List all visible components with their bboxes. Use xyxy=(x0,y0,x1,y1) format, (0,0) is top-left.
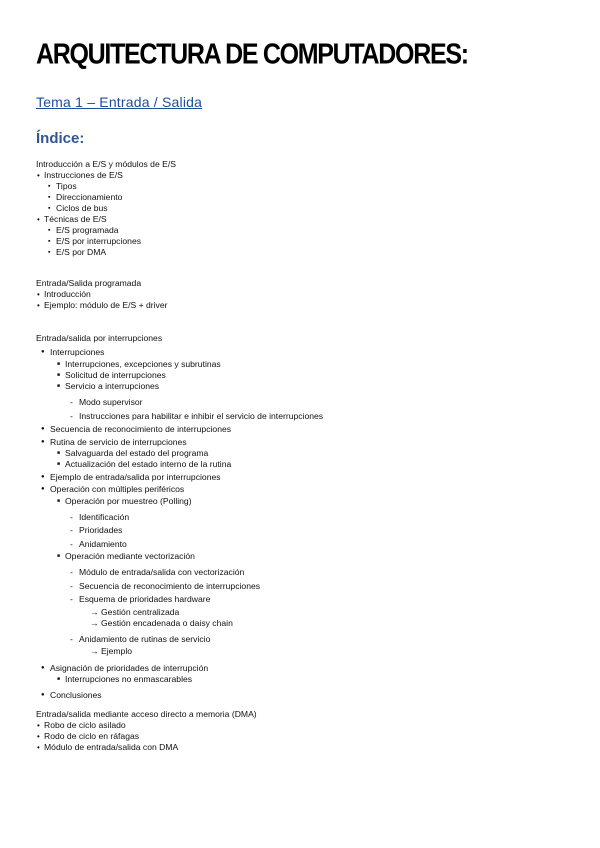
list-item: → Gestión encadenada o daisy chain xyxy=(90,617,233,628)
list-item: - Esquema de prioridades hardware xyxy=(36,593,323,606)
list-item: ● Ejemplo de entrada/salida por interrupciones xyxy=(36,471,323,484)
list-item: - Secuencia de reconocimiento de interrupciones xyxy=(36,580,323,593)
list-item: - Identificación xyxy=(36,511,323,524)
list-item: - Instrucciones para habilitar e inhibir el servicio de interrupciones xyxy=(36,410,323,423)
programmed-heading: Entrada/Salida programada xyxy=(36,278,142,288)
list-item: ● Asignación de prioridades de interrupción xyxy=(36,662,323,675)
list-item: ■ Operación mediante vectorización xyxy=(36,551,323,562)
list-item: • Instrucciones de E/S xyxy=(36,170,176,181)
list-item: • Técnicas de E/S xyxy=(36,214,176,225)
list-item: • Introducción xyxy=(36,289,167,300)
list-item: - Módulo de entrada/salida con vectorización xyxy=(36,566,323,579)
list-item: - Prioridades xyxy=(36,524,323,537)
topic-link[interactable]: Tema 1 – Entrada / Salida xyxy=(36,94,203,110)
list-item: - Modo supervisor xyxy=(36,396,323,409)
list-item: - Anidamiento xyxy=(36,538,323,551)
index-heading: Índice: xyxy=(36,130,85,147)
list-item: • Ejemplo: módulo de E/S + driver xyxy=(36,300,167,311)
list-item: ■ Servicio a interrupciones xyxy=(36,381,323,392)
list-item: • Rodo de ciclo en ráfagas xyxy=(36,731,257,742)
list-item: → Gestión centralizada xyxy=(90,606,180,617)
list-item: ▪ E/S programada xyxy=(36,225,176,236)
programmed-section xyxy=(36,278,167,311)
list-item: - Anidamiento de rutinas de servicio xyxy=(36,633,323,646)
dma-section xyxy=(36,709,257,753)
list-item: ▪ Ciclos de bus xyxy=(36,203,176,214)
list-item: ● Operación con múltiples periféricos xyxy=(36,483,323,496)
interrupts-heading: Entrada/salida por interrupciones xyxy=(36,333,163,343)
list-item: • Robo de ciclo asilado xyxy=(36,720,257,731)
list-item: ■ Salvaguarda del estado del programa xyxy=(36,448,323,459)
list-item: ■ Operación por muestreo (Polling) xyxy=(36,496,323,507)
list-item: ▪ E/S por DMA xyxy=(36,247,176,258)
intro-heading: Introducción a E/S y módulos de E/S xyxy=(36,159,176,169)
list-item: ▪ E/S por interrupciones xyxy=(36,236,176,247)
list-item: ● Interrupciones xyxy=(36,346,323,359)
list-item: ▪ Tipos xyxy=(36,181,176,192)
list-item: • Módulo de entrada/salida con DMA xyxy=(36,742,257,753)
list-item: ▪ Direccionamiento xyxy=(36,192,176,203)
list-item: ● Conclusiones xyxy=(36,689,323,702)
intro-section xyxy=(36,159,176,258)
list-item: ■ Solicitud de interrupciones xyxy=(36,370,323,381)
list-item: ■ Interrupciones no enmascarables xyxy=(36,674,323,685)
dma-heading: Entrada/salida mediante acceso directo a memoria (DMA) xyxy=(36,709,257,719)
interrupts-section xyxy=(36,333,323,702)
list-item: ■ Interrupciones, excepciones y subrutinas xyxy=(36,359,323,370)
document-title: ARQUITECTURA DE COMPUTADORES: xyxy=(36,38,468,71)
list-item: ● Rutina de servicio de interrupciones xyxy=(36,436,323,449)
list-item: → Ejemplo xyxy=(90,646,133,657)
list-item: ■ Actualización del estado interno de la rutina xyxy=(36,459,323,470)
list-item: ● Secuencia de reconocimiento de interrupciones xyxy=(36,423,323,436)
